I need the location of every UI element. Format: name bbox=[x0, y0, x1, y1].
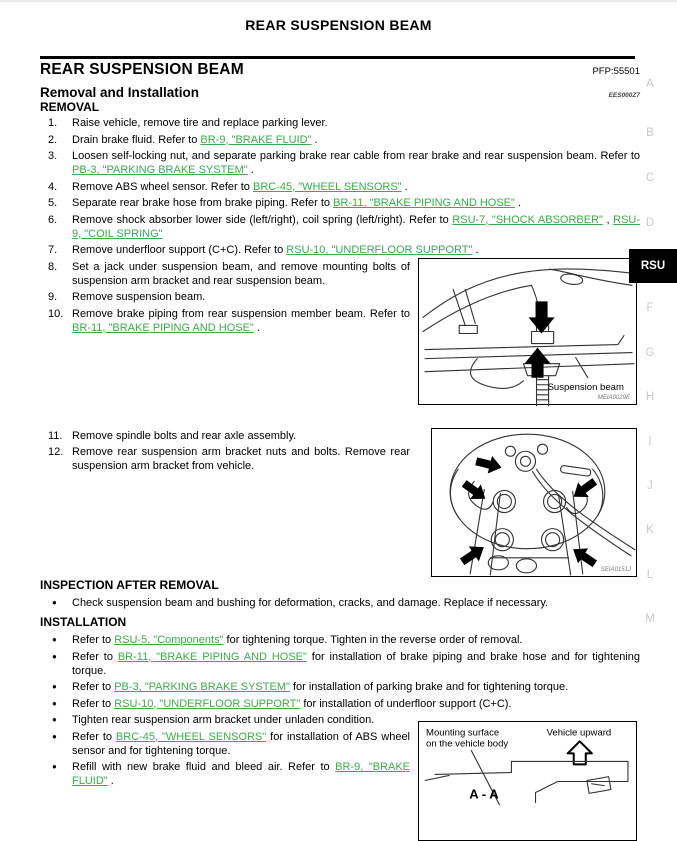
section-rule bbox=[40, 56, 635, 59]
body-text: Remove ABS wheel sensor. Refer to bbox=[72, 180, 253, 193]
section-tab-c: C bbox=[645, 172, 655, 184]
installation-bullet bbox=[40, 650, 640, 678]
step-number: 9. bbox=[48, 291, 58, 303]
body-text: Remove spindle bolts and rear axle assembly. bbox=[72, 429, 297, 442]
removal-step bbox=[40, 445, 410, 473]
body-text: . bbox=[514, 197, 522, 209]
section-header bbox=[40, 61, 640, 79]
reference-link[interactable]: BRC-45, "WHEEL SENSORS" bbox=[252, 180, 402, 193]
installation-bullet bbox=[40, 680, 640, 694]
installation-bullet bbox=[40, 730, 410, 758]
step-number: 11. bbox=[48, 429, 63, 442]
step-number: 8. bbox=[48, 260, 58, 273]
body-text: Refer to bbox=[72, 730, 116, 743]
removal-step bbox=[40, 133, 640, 147]
body-text: . bbox=[247, 164, 254, 176]
step-body bbox=[72, 445, 410, 473]
fig3-label-left-line2: on the vehicle body bbox=[426, 738, 509, 750]
removal-step bbox=[40, 243, 640, 257]
figure-suspension-beam-jack bbox=[418, 258, 637, 405]
body-text: Check suspension beam and bushing for deformation, cracks, and damage. Replace if necessary. bbox=[72, 597, 549, 609]
fig2-code: SEIA0151J bbox=[600, 566, 631, 573]
bullet-body bbox=[72, 730, 410, 758]
body-text: , bbox=[602, 213, 614, 226]
section-title: REAR SUSPENSION BEAM bbox=[40, 61, 244, 78]
removal-step bbox=[40, 180, 640, 194]
removal-step bbox=[40, 260, 410, 288]
installation-heading: INSTALLATION bbox=[40, 615, 127, 629]
step-body bbox=[72, 149, 640, 177]
reference-link[interactable]: RSU-9, "COIL SPRING" bbox=[72, 213, 641, 240]
step-number: 1. bbox=[48, 117, 58, 129]
step-body bbox=[72, 260, 410, 288]
body-text: Set a jack under suspension beam, and remove mounting bolts of suspension arm bracket and rear suspension beam. bbox=[72, 260, 410, 287]
fig1-label: Suspension beam bbox=[547, 381, 624, 393]
reference-link[interactable]: RSU-5, "Components" bbox=[114, 634, 224, 646]
body-text: Tighten rear suspension arm bracket under unladen condition. bbox=[72, 714, 375, 726]
fig1-code: MEIA0029E bbox=[597, 394, 630, 401]
running-header-title: REAR SUSPENSION BEAM bbox=[245, 17, 432, 33]
removal-heading: REMOVAL bbox=[40, 100, 100, 114]
reference-link[interactable]: BR-9, "BRAKE FLUID" bbox=[72, 761, 410, 787]
bullet-body bbox=[72, 713, 410, 727]
removal-steps-1-7 bbox=[40, 116, 640, 257]
reference-link[interactable]: BR-11, "BRAKE PIPING AND HOSE" bbox=[117, 650, 307, 663]
bullet-dot-icon: ● bbox=[52, 762, 57, 771]
step-body bbox=[72, 133, 640, 147]
installation-bullet bbox=[40, 633, 640, 647]
step-number: 4. bbox=[48, 180, 58, 193]
body-text: . bbox=[107, 775, 114, 787]
arm-bracket-line-art bbox=[432, 429, 636, 576]
reference-link[interactable]: PB-3, "PARKING BRAKE SYSTEM" bbox=[72, 164, 248, 176]
bullet-body bbox=[72, 633, 640, 647]
body-text: Raise vehicle, remove tire and replace parking lever. bbox=[72, 117, 328, 129]
removal-step bbox=[40, 149, 640, 177]
body-text: Remove underfloor support (C+C). Refer to bbox=[72, 244, 287, 256]
step-body bbox=[72, 307, 410, 335]
step-body bbox=[72, 180, 640, 194]
body-text: Refer to bbox=[72, 634, 115, 646]
body-text: . bbox=[401, 180, 408, 193]
removal-step bbox=[40, 196, 640, 210]
bullet-body bbox=[72, 680, 640, 694]
section-tab-j: J bbox=[647, 480, 653, 492]
bolt-arrow-icon bbox=[568, 474, 600, 504]
removal-step bbox=[40, 116, 640, 130]
fig3-label-left-line1: Mounting surface bbox=[426, 727, 500, 739]
section-tab-b: B bbox=[646, 127, 654, 139]
bullet-dot-icon: ● bbox=[52, 731, 57, 741]
step-body bbox=[72, 196, 640, 210]
body-text: for installation of underfloor support (C+C). bbox=[300, 697, 512, 710]
bullet-dot-icon: ● bbox=[52, 651, 57, 661]
body-text: Refer to bbox=[72, 681, 115, 693]
bullet-body bbox=[72, 760, 410, 788]
removal-step bbox=[40, 307, 410, 335]
body-text: for installation of parking brake and for tightening torque. bbox=[289, 681, 569, 693]
bolt-arrow-icon bbox=[459, 476, 491, 506]
document-code: EES000Z7 bbox=[608, 92, 640, 99]
removal-steps-11-12 bbox=[40, 429, 410, 474]
subsection-title: Removal and Installation bbox=[40, 85, 200, 100]
fig3-label-right: Vehicle upward bbox=[546, 727, 612, 739]
section-tab-h: H bbox=[645, 391, 655, 403]
bolt-arrow-icon bbox=[474, 453, 504, 477]
inspection-bullet bbox=[40, 596, 640, 610]
removal-step bbox=[40, 290, 410, 304]
body-text: . bbox=[472, 244, 479, 256]
reference-link[interactable]: PB-3, "PARKING BRAKE SYSTEM" bbox=[114, 681, 290, 693]
reference-link[interactable]: BR-11, "BRAKE PIPING AND HOSE" bbox=[333, 197, 515, 209]
section-tab-d: D bbox=[645, 217, 655, 229]
body-text: Refill with new brake fluid and bleed air. Refer to bbox=[72, 761, 336, 773]
figure-arm-bracket-bolts bbox=[431, 428, 637, 577]
suspension-beam-line-art bbox=[419, 259, 636, 404]
reference-link[interactable]: BR-9, "BRAKE FLUID" bbox=[200, 133, 312, 146]
installation-bullets-full bbox=[40, 633, 640, 711]
bolt-arrow-icon bbox=[568, 542, 600, 572]
section-tab-k: K bbox=[646, 524, 654, 536]
section-tab-a: A bbox=[646, 78, 654, 90]
step-number: 7. bbox=[48, 244, 58, 256]
body-text: Remove shock absorber lower side (left/right), coil spring (left/right). Refer to bbox=[72, 213, 453, 226]
bullet-dot-icon: ● bbox=[52, 698, 57, 708]
up-arrow-icon bbox=[524, 348, 550, 378]
step-body bbox=[72, 116, 640, 130]
body-text: for installation of brake piping and brake hose and for tightening torque. bbox=[72, 650, 640, 677]
installation-bullets-narrow bbox=[40, 713, 410, 788]
section-tab-g: G bbox=[645, 347, 655, 359]
removal-step bbox=[40, 213, 640, 241]
page-content bbox=[40, 61, 640, 791]
bolt-arrow-icon bbox=[457, 540, 489, 570]
inspection-bullets bbox=[40, 596, 640, 610]
removal-step bbox=[40, 429, 410, 443]
reference-link[interactable]: RSU-10, "UNDERFLOOR SUPPORT" bbox=[286, 244, 473, 256]
body-text: Remove suspension beam. bbox=[72, 291, 206, 303]
step-number: 10. bbox=[48, 307, 64, 320]
bullet-body bbox=[72, 650, 640, 678]
down-arrow-icon bbox=[529, 301, 555, 333]
step-body bbox=[72, 290, 410, 304]
step-number: 3. bbox=[48, 150, 58, 162]
body-text: . bbox=[253, 321, 260, 334]
bullet-dot-icon: ● bbox=[52, 635, 57, 644]
section-tab-m: M bbox=[645, 613, 655, 625]
section-tab-l: L bbox=[646, 569, 654, 581]
body-text: Loosen self-locking nut, and separate parking brake rear cable from rear brake and rear suspension beam. Refer to bbox=[72, 150, 640, 162]
reference-link[interactable]: BRC-45, "WHEEL SENSORS" bbox=[115, 730, 267, 743]
body-text: Refer to bbox=[72, 697, 115, 710]
body-text: for installation of ABS wheel sensor and for tightening torque. bbox=[72, 730, 411, 757]
body-text: Remove brake piping from rear suspension member beam. Refer to bbox=[72, 307, 410, 320]
installation-bullet bbox=[40, 713, 410, 727]
body-text: Refer to bbox=[72, 650, 118, 663]
body-text: Remove rear suspension arm bracket nuts and bolts. Remove rear suspension arm bracket from vehicle. bbox=[72, 446, 410, 472]
body-text: Separate rear brake hose from brake piping. Refer to bbox=[72, 197, 334, 209]
subsection-header bbox=[40, 85, 640, 100]
step-body bbox=[72, 429, 410, 443]
step-number: 5. bbox=[48, 197, 58, 209]
mounting-surface-line-art bbox=[419, 722, 636, 840]
section-tab-i: I bbox=[648, 436, 652, 448]
page-top-divider bbox=[0, 0, 677, 2]
section-tab-rsu: RSU bbox=[629, 249, 677, 283]
pfp-number: PFP:55501 bbox=[592, 66, 640, 77]
reference-link[interactable]: RSU-7, "SHOCK ABSORBER" bbox=[452, 213, 603, 226]
step-number: 6. bbox=[48, 213, 58, 226]
bullet-dot-icon: ● bbox=[52, 682, 57, 691]
figure-mounting-surface bbox=[418, 721, 637, 841]
inspection-heading: INSPECTION AFTER REMOVAL bbox=[40, 578, 219, 592]
reference-link[interactable]: RSU-10, "UNDERFLOOR SUPPORT" bbox=[114, 697, 301, 710]
section-tab-f: F bbox=[646, 302, 654, 314]
body-text: . bbox=[311, 133, 318, 146]
reference-link[interactable]: BR-11, "BRAKE PIPING AND HOSE" bbox=[72, 321, 254, 334]
body-text: for tightening torque. Tighten in the reverse order of removal. bbox=[223, 634, 523, 646]
bullet-dot-icon: ● bbox=[52, 715, 57, 724]
bullet-dot-icon: ● bbox=[52, 598, 57, 607]
installation-bullet bbox=[40, 697, 640, 711]
body-text: Drain brake fluid. Refer to bbox=[72, 133, 201, 146]
step-body bbox=[72, 243, 640, 257]
bullet-body bbox=[72, 697, 640, 711]
step-number: 2. bbox=[48, 133, 58, 146]
step-body bbox=[72, 213, 640, 241]
installation-bullet bbox=[40, 760, 410, 788]
removal-steps-8-10 bbox=[40, 260, 410, 335]
bullet-body bbox=[72, 596, 640, 610]
fig3-section-mark: A - A bbox=[469, 786, 499, 802]
step-number: 12. bbox=[48, 446, 64, 458]
